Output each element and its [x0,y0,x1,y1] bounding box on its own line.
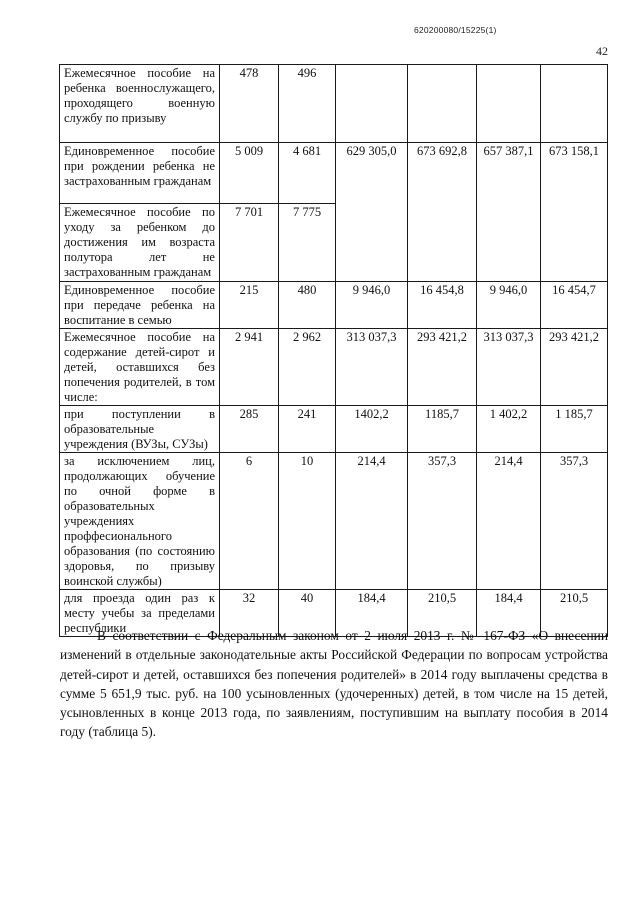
amount-cell: 210,5 [541,590,608,637]
amount-cell: 9 946,0 [336,282,408,329]
amount-cell: 673 158,1 [541,143,608,282]
amount-cell: 214,4 [336,453,408,590]
row-label: при поступлении в образовательные учреждения (ВУЗы, СУЗы) [60,406,220,453]
count-2013: 478 [220,65,279,143]
amount-cell: 184,4 [336,590,408,637]
count-2013: 32 [220,590,279,637]
count-2014: 10 [279,453,336,590]
amount-cell: 357,3 [541,453,608,590]
row-label: Ежемесячное пособие на содержание детей-сирот и детей, оставшихся без попечения родителей, в том числе: [60,329,220,406]
count-2014: 480 [279,282,336,329]
document-id: 620200080/15225(1) [414,25,497,35]
count-2013: 2 941 [220,329,279,406]
amount-cell: 214,4 [477,453,541,590]
amount-cell: 1402,2 [336,406,408,453]
page-number: 42 [596,44,608,58]
table-row [60,65,608,143]
count-2014: 2 962 [279,329,336,406]
count-2014: 7 775 [279,204,336,282]
table-row [60,329,608,406]
count-2014: 40 [279,590,336,637]
amount-cell: 673 692,8 [408,143,477,282]
row-label: Единовременное пособие при рождении ребенка не застрахованным гражданам [60,143,220,204]
amount-cell [408,65,477,143]
row-label: для проезда один раз к месту учебы за пределами республики [60,590,220,637]
count-2014: 496 [279,65,336,143]
amount-cell: 313 037,3 [336,329,408,406]
benefits-table [59,64,608,637]
count-2014: 241 [279,406,336,453]
amount-cell: 629 305,0 [336,143,408,282]
body-paragraph: В соответствии с Федеральным законом от 2 июля 2013 г. № 167-ФЗ «О внесении изменений в отдельные законодательные акты Российской Федерации по вопросам устройства детей-сирот и детей, оставшихся без попечения родителей» в 2014 году выплачены средства в сумме 5 651,9 тыс. руб. на 100 усыновленных (удочеренных) детей, в том числе на 15 детей, усыновленных в конце 2013 года, по заявлениям, поступившим на выплату пособия в 2014 году (таблица 5). [60,628,608,740]
table-row [60,453,608,590]
amount-cell [477,65,541,143]
table-row [60,406,608,453]
amount-cell: 657 387,1 [477,143,541,282]
amount-cell: 16 454,7 [541,282,608,329]
amount-cell: 293 421,2 [541,329,608,406]
amount-cell: 16 454,8 [408,282,477,329]
count-2013: 5 009 [220,143,279,204]
row-label: Единовременное пособие при передаче ребенка на воспитание в семью [60,282,220,329]
count-2013: 7 701 [220,204,279,282]
count-2013: 285 [220,406,279,453]
amount-cell: 293 421,2 [408,329,477,406]
amount-cell: 210,5 [408,590,477,637]
row-label: Ежемесячное пособие по уходу за ребенком до достижения им возраста полутора лет не застрахованным гражданам [60,204,220,282]
amount-cell [541,65,608,143]
amount-cell: 1185,7 [408,406,477,453]
row-label: за исключением лиц, продолжающих обучение по очной форме в образовательных учреждениях проффесионального образования (по состоянию здоровья, по призыву воинской службы) [60,453,220,590]
table-row [60,143,608,204]
count-2013: 6 [220,453,279,590]
row-label: Ежемесячное пособие на ребенка военнослужащего, проходящего военную службу по призыву [60,65,220,143]
amount-cell: 184,4 [477,590,541,637]
count-2014: 4 681 [279,143,336,204]
amount-cell: 1 185,7 [541,406,608,453]
amount-cell [336,65,408,143]
table-row [60,282,608,329]
amount-cell: 9 946,0 [477,282,541,329]
amount-cell: 357,3 [408,453,477,590]
amount-cell: 313 037,3 [477,329,541,406]
count-2013: 215 [220,282,279,329]
amount-cell: 1 402,2 [477,406,541,453]
